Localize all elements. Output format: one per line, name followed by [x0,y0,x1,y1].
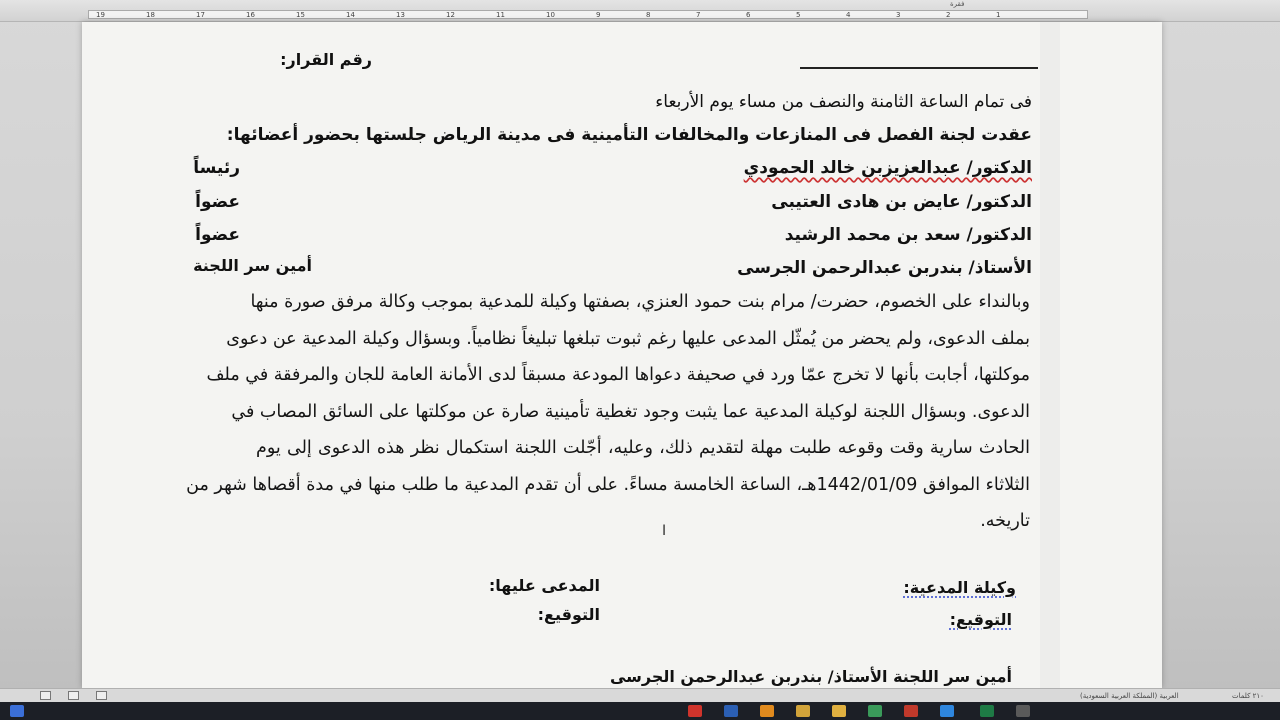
settings-icon[interactable] [1016,705,1030,717]
app-icon[interactable] [904,705,918,717]
intro-line-1: فى تمام الساعة الثامنة والنصف من مساء يوم الأربعاء [655,92,1032,112]
member-name-text: الدكتور/ عبدالعزيزبن خالد الحمودي [743,158,1032,178]
secretary-footer-line: أمين سر اللجنة الأستاذ/ بندربن عبدالرحمن الجرسى [609,667,1012,686]
body-line: الحادث سارية وقت وقوعه طلبت مهلة لتقديم ذلك، وعليه، أجّلت اللجنة استكمال نظر هذه الدعوى إلى يوم [256,438,1030,458]
member-role-secretary: أمين سر اللجنة [193,256,312,275]
defendant-label: المدعى عليها: [488,576,600,595]
ruler-number: 1 [996,11,1001,19]
acrobat-icon[interactable] [688,705,702,717]
ruler-number: 5 [796,11,801,19]
language-status[interactable]: العربية (المملكة العربية السعودية) [1080,692,1179,700]
ruler-number: 11 [496,11,505,19]
body-paragraph[interactable] [186,284,1030,540]
ruler-number: 19 [96,11,105,19]
ruler-number: 4 [846,11,851,19]
defendant-sign-label: التوقيع: [537,605,600,624]
ruler-number: 6 [746,11,751,19]
member-name-1: الدكتور/ عايض بن هادى العتيبى [771,192,1032,212]
file-explorer-icon[interactable] [796,705,810,717]
ruler-number: 3 [896,11,901,19]
plaintiff-agent-label-text: وكيلة المدعية: [903,578,1016,597]
ruler-number: 2 [946,11,951,19]
member-role-1: عضواً [195,192,240,212]
decision-number-label: رقم القرار: [280,50,372,69]
ruler-track[interactable] [88,10,1088,19]
ruler-number: 10 [546,11,555,19]
read-mode-icon[interactable] [96,691,107,700]
body-line: بملف الدعوى، ولم يحضر من يُمثّل المدعى عليها رغم ثبوت تبلغها تبليغاً نظامياً. وبسؤال وكيلة المدعية عن دعوى [226,328,1030,349]
taskbar [0,702,1280,720]
view-layout-icon[interactable] [40,691,51,700]
powerpoint-icon[interactable] [760,705,774,717]
member-name-chair [744,158,1032,178]
print-layout-icon[interactable] [68,691,79,700]
ruler-number: 15 [296,11,305,19]
folder-icon[interactable] [832,705,846,717]
edge-icon[interactable] [940,705,954,717]
intro-line-2: عقدت لجنة الفصل فى المنازعات والمخالفات التأمينية فى مدينة الرياض جلستها بحضور أعضائها: [226,125,1032,145]
ruler-number: 18 [146,11,155,19]
ruler[interactable] [0,0,1280,22]
text-cursor-icon: I [662,523,667,539]
word-icon[interactable] [724,705,738,717]
start-icon[interactable] [10,705,24,717]
body-line: وبالنداء على الخصوم، حضرت/ مرام بنت حمود العنزي، بصفتها وكيلة للمدعية بموجب وكالة مرفق صورة منها [250,292,1030,312]
body-line: تاريخه. [980,511,1030,531]
ruler-number: 17 [196,11,205,19]
ruler-number: 13 [396,11,405,19]
ruler-number: 16 [246,11,255,19]
status-bar [0,688,1280,702]
plaintiff-sign-label [950,610,1012,629]
ruler-number: 14 [346,11,355,19]
word-count-status[interactable]: ٢١٠ كلمات [1232,692,1264,700]
body-line: موكلتها، أجابت بأنها لا تخرج عمّا ورد في صحيفة دعواها المودعة مسبقاً لدى الأمانة العامة للجان والمرفقة في ملف [206,365,1030,385]
chrome-icon[interactable] [868,705,882,717]
member-name-2: الدكتور/ سعد بن محمد الرشيد [784,225,1032,245]
body-line: الثلاثاء الموافق 1442/01/09هـ، الساعة الخامسة مساءً. على أن تقدم المدعية ما طلب منها في مدة أقصاها شهر من [186,474,1030,495]
excel-icon[interactable] [980,705,994,717]
ruler-number: 8 [646,11,651,19]
ruler-number: 7 [696,11,701,19]
plaintiff-agent-label [903,578,1016,597]
member-name-secretary: الأستاذ/ بندربن عبدالرحمن الجرسى [737,258,1032,278]
member-role-chair: رئيساً [193,158,240,178]
decision-number-line [800,67,1038,69]
ruler-number: 9 [596,11,601,19]
ruler-number: 12 [446,11,455,19]
member-role-2: عضواً [195,225,240,245]
ruler-top-label: فقرة [950,0,965,8]
page-margin [1040,22,1060,688]
body-line: الدعوى. وبسؤال اللجنة لوكيلة المدعية عما يثبت وجود تغطية تأمينية صارة عن موكلتها على السائق المصاب في [231,401,1030,422]
plaintiff-sign-label-text: التوقيع: [949,610,1012,629]
